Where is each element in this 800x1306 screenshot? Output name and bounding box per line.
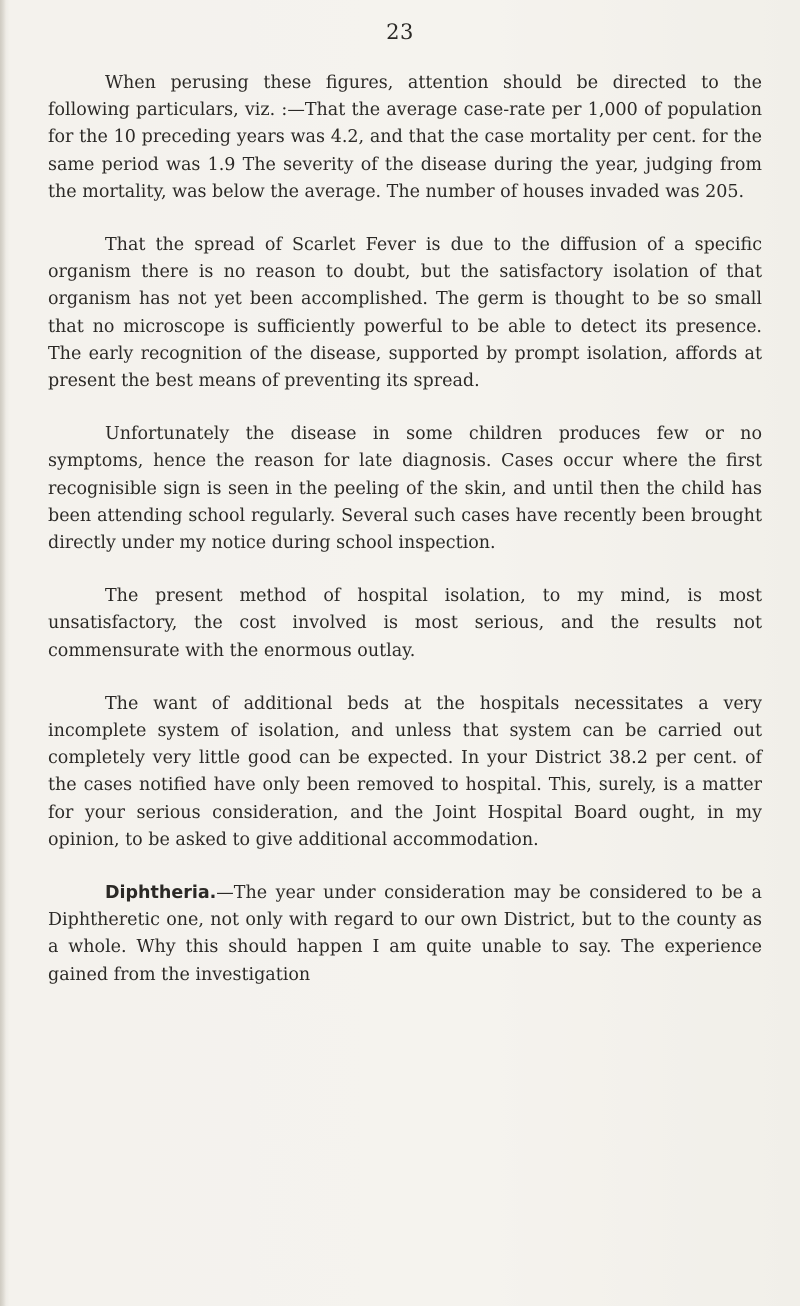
paragraph-diphtheria [48, 880, 762, 989]
page-edge-shadow [0, 0, 6, 1306]
paragraph-diphtheria-text: —The year under consideration may be considered to be a Diphtheretic one, not only with regard to our own District, but to the county as a whole. Why this should happen I am quite unable to say. The experience gained from the investigation [48, 883, 762, 985]
paragraph-hospital-isolation: The present method of hospital isolation, to my mind, is most unsatisfactory, the cost involved is most serious, and the results not commensurate with the enormous outlay. [48, 586, 762, 661]
paragraph-late-diagnosis: Unfortunately the disease in some children produces few or no symptoms, hence the reason for late diagnosis. Cases occur where the first recognisible sign is seen in the peeling of the skin, and until then the child has been attending school regularly. Several such cases have recently been brought directly under my notice during school inspection. [48, 424, 762, 554]
section-heading-diphtheria: Diphtheria. [105, 883, 217, 904]
page-number: 23 [386, 20, 414, 44]
paragraph-additional-beds: The want of additional beds at the hospitals necessitates a very incomplete system of isolation, and unless that system can be carried out completely very little good can be expected. In your District 38.2 per cent. of the cases notified have only been removed to hospital. This, surely, is a matter for your serious consideration, and the Joint Hospital Board ought, in my opinion, to be asked to give additional accommodation. [48, 693, 762, 850]
body-text [48, 70, 762, 1015]
paragraph-case-rate: When perusing these figures, attention should be directed to the following particulars, viz. :—That the average case-rate per 1,000 of population for the 10 preceding years was 4.2, and that the case mortality per cent. for the same period was 1.9 The severity of the disease during the year, judging from the mortality, was below the average. The number of houses invaded was 205. [48, 73, 762, 202]
paragraph-scarlet-fever-spread: That the spread of Scarlet Fever is due to the diffusion of a specific organism there is no reason to doubt, but the satisfactory isolation of that organism has not yet been accomplished. The germ is thought to be so small that no microscope is sufficiently powerful to be able to detect its presence. The early recognition of the disease, supported by prompt isolation, affords at present the best means of preventing its spread. [48, 235, 762, 392]
